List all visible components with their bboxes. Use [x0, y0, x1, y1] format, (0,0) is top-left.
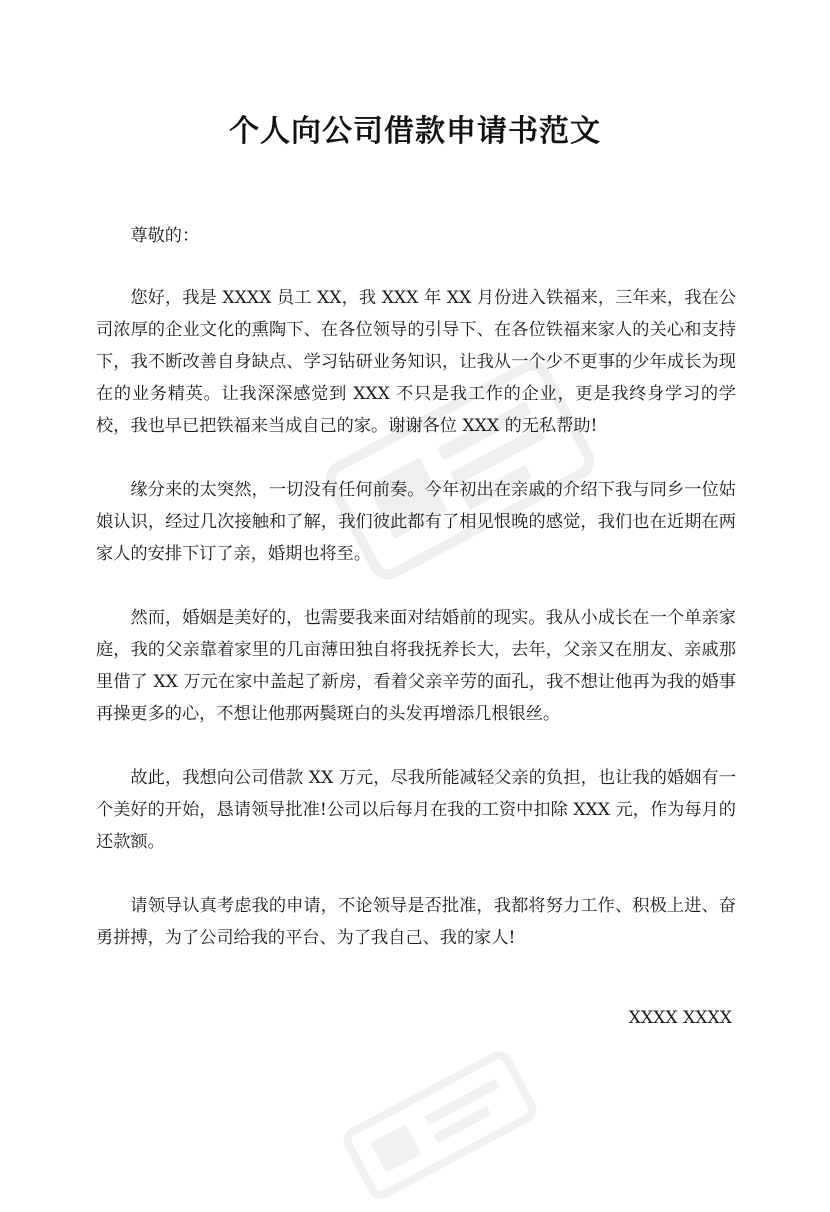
signature: XXXX XXXX — [628, 1008, 732, 1028]
paragraph-family-situation: 然而，婚姻是美好的，也需要我来面对结婚前的现实。我从小成长在一个单亲家庭，我的父亲靠着家里的几亩薄田独自将我抚养长大，去年，父亲又在朋友、亲戚那里借了 XX 万元在家中盖起了新房，看着父亲辛劳的面孔，我不想让他再为我的婚事再操更多的心，不想让他那两鬓斑白的头发再增添几根银丝。 — [96, 608, 736, 724]
document-title: 个人向公司借款申请书范文 — [229, 114, 601, 149]
salutation: 尊敬的： — [130, 226, 200, 246]
paragraph-closing: 请领导认真考虑我的申请，不论领导是否批准，我都将努力工作、积极上进、奋勇拼搏，为了公司给我的平台、为了我自己、我的家人! — [96, 896, 736, 948]
document-body — [96, 220, 736, 954]
paragraph-engagement: 缘分来的太突然，一切没有任何前奏。今年初出在亲戚的介绍下我与同乡一位姑娘认识，经过几次接触和了解，我们彼此都有了相见恨晚的感觉，我们也在近期在两家人的安排下订了亲，婚期也将至。 — [96, 480, 736, 564]
paragraph-loan-request: 故此，我想向公司借款 XX 万元，尽我所能减轻父亲的负担，也让我的婚姻有一个美好的开始，恳请领导批准!公司以后每月在我的工资中扣除 XXX 元，作为每月的还款额。 — [96, 768, 736, 852]
paragraph-intro: 您好，我是 XXXX 员工 XX，我 XXX 年 XX 月份进入铁福来，三年来，我在公司浓厚的企业文化的熏陶下、在各位领导的引导下、在各位铁福来家人的关心和支持下，我不断改善自身缺点、学习钻研业务知识，让我从一个少不更事的少年成长为现在的业务精英。让我深深感觉到 XXX 不只是我工作的企业，更是我终身学习的学校，我也早已把铁福来当成自己的家。谢谢各位 XXX 的无私帮助! — [96, 288, 736, 436]
watermark-logo-bottom — [331, 1038, 550, 1211]
